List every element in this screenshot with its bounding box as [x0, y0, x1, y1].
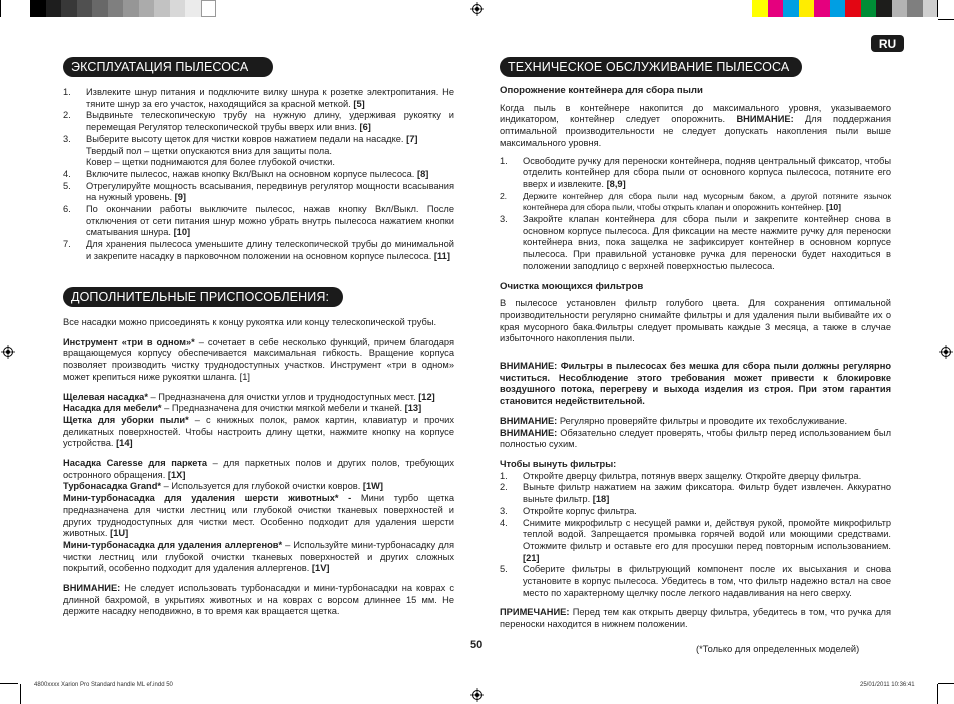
heading-remove-filters: Чтобы вынуть фильтры: — [500, 458, 617, 469]
color-swatch — [123, 0, 139, 17]
color-swatch — [108, 0, 124, 17]
list-item: 6. По окончании работы выключите пылесос, нажав кнопку Вкл/Выкл. После отключения от сети питания шнур можно убрать внутрь пылесоса нажатием кнопки сматывания шнура. [10] — [63, 204, 454, 238]
color-swatch — [92, 0, 108, 17]
color-swatch — [892, 0, 908, 17]
crop-mark — [938, 683, 954, 684]
crop-mark — [938, 19, 954, 20]
crop-mark — [0, 0, 1, 17]
color-swatch — [783, 0, 799, 17]
turbo-warning: ВНИМАНИЕ: Не следует использовать турбонасадки и мини-турбонасадки на коврах с длинной бахромой, в укрытиях животных и на коврах с ворсом длиннее 15 мм. Не держите насадку неподвижно, в то время как вращается щетка. — [63, 583, 454, 617]
list-item: 4. Включите пылесос, нажав кнопку Вкл/Выкл на основном корпусе пылесоса. [8] — [63, 168, 429, 179]
tool-mini-turbo-allergen: Мини-турбонасадка для удаления аллергенов* – Используйте мини-турбонасадку для чистки лестниц или глубокой очистки тканевых поверхностей и других сложных покрытий, особенно подходит для удаления аллергенов. [1V] — [63, 539, 454, 574]
registration-mark-icon — [470, 688, 484, 702]
crop-mark — [20, 684, 21, 704]
color-swatch — [845, 0, 861, 17]
crop-mark — [937, 0, 938, 17]
color-swatch — [61, 0, 77, 17]
color-swatch — [799, 0, 815, 17]
color-swatch — [923, 0, 939, 17]
accessories-intro: Все насадки можно присоединять к концу рукоятка или концу телескопической трубы. — [63, 317, 437, 327]
tool-furniture: Насадка для мебели* – Предназначена для очистки мягкой мебели и тканей. [13] — [63, 403, 422, 414]
color-swatch — [830, 0, 846, 17]
list-item: 3. Выберите высоту щеток для чистки ковров нажатием педали на насадке. [7] — [63, 133, 418, 144]
color-swatch — [907, 0, 923, 17]
list-item: 2. Держите контейнер для сбора пыли над мусорным баком, а другой потяните язычок контейнера для сбора пыли, чтобы открыть клапан и опорожнить контейнер. [10] — [500, 190, 891, 213]
list-item: 1. Извлеките шнур питания и подключите вилку шнура к розетке электропитания. Не тяните шнур за его участок, находящийся за красной меткой. [5] — [63, 87, 454, 109]
tool-3in1: Инструмент «три в одном»* – сочетает в себе несколько функций, причем благодаря вращающемуся корпусу обеспечивается максимальная гибкость. Вращение корпуса позволяет производить чистку труднодоступных участков. Инструмент «три в одном» может крепиться ниже рукоятки шланга. [1] — [63, 336, 455, 382]
registration-mark-icon — [939, 345, 953, 359]
color-swatch — [139, 0, 155, 17]
heading-empty-container: Опорожнение контейнера для сбора пыли — [500, 85, 703, 96]
list-subitem: Ковер – щетки поднимаются для более глубокой очистки. — [86, 157, 335, 168]
list-item: 2. Выдвиньте телескопическую трубу на нужную длину, удерживая рукоятку и перемещая Регулятор телескопической трубы вверх или вниз. [6] — [63, 110, 454, 133]
color-swatch — [185, 0, 201, 17]
empty-intro: Когда пыль в контейнере накопится до максимального уровня, указываемого индикатором, контейнер следует опорожнить. ВНИМАНИЕ: Для поддержания оптимальной производительности не следует допускать накопления пыли выше максимального уровня. — [500, 102, 891, 148]
filters-note-1: ВНИМАНИЕ: Регулярно проверяйте фильтры и проводите их техобслуживание. — [500, 415, 848, 426]
color-swatch — [77, 0, 93, 17]
file-info: 4800xxxx Xarion Pro Standard handle ML ef.indd 50 — [34, 682, 173, 688]
tool-mini-turbo-pet: Мини-турбонасадка для удаления шерсти животных* - Мини турбо щетка предназначена для чистки лестниц или глубокой очистки тканевых поверхностей и других труднодоступных для чистки мест. Особенно подходит для удаления шерсти животных. [1U] — [63, 493, 454, 539]
filters-note-2: ВНИМАНИЕ: Обязательно следует проверять, чтобы фильтр перед использованием был полностью сухим. — [500, 427, 891, 450]
color-swatch — [768, 0, 784, 17]
list-item: 3. Закройте клапан контейнера для сбора пыли и закрепите контейнер снова в основном корпусе пылесоса. Для фиксации на месте нажмите ручку для переноски контейнера вниз, пока защелка не зафиксирует контейнер в основном корпусе пылесоса. При правильной установке ручка для переноски будет находиться в положении заподлицо с верхней поверхностью пылесоса. — [500, 214, 891, 271]
remove-steps — [500, 471, 891, 600]
list-item: 7. Для хранения пылесоса уменьшите длину телескопической трубы до минимальной и закрепите насадку в парковочном положении на основном корпусе пылесоса. [11] — [63, 239, 454, 261]
empty-steps — [500, 156, 891, 273]
tool-dust-brush: Щетка для уборки пыли* – с книжных полок, рамок картин, клавиатур и прочих деликатных поверхностей. Чтобы настроить длину щетки, нажмите кнопку на корпусе устройства. [14] — [63, 414, 454, 449]
filters-warning: ВНИМАНИЕ: Фильтры в пылесосах без мешка для сбора пыли должны регулярно чиститься. Несоблюдение этого требования может привести к блокировке воздушного потока, перегреву и выхода изделия из строя. При этом гарантия становится недействительной. — [500, 361, 891, 407]
list-item: 3. Откройте корпус фильтра. — [500, 505, 637, 516]
color-swatch — [876, 0, 892, 17]
list-item: 1. Откройте дверцу фильтра, потянув вверх защелку. Откройте дверцу фильтра. — [500, 470, 862, 481]
section-title-operation: ЭКСПЛУАТАЦИЯ ПЫЛЕСОСА — [63, 57, 273, 77]
filters-remark: ПРИМЕЧАНИЕ: Перед тем как открыть дверцу фильтра, убедитесь в том, что ручка для переноски находится в нижнем положении. — [500, 607, 891, 630]
crop-mark — [0, 683, 18, 684]
heading-filters: Очистка моющихся фильтров — [500, 280, 644, 292]
registration-mark-icon — [470, 2, 484, 16]
list-item: 2. Выньте фильтр нажатием на зажим фиксатора. Фильтр будет извлечен. Аккуратно выньте фильтр. [18] — [500, 482, 891, 505]
color-swatch — [752, 0, 768, 17]
left-column-accessories — [63, 317, 454, 618]
tool-turbo: Турбонасадка Grand* – Используется для глубокой очистки ковров. [1W] — [63, 481, 384, 492]
operation-steps — [63, 87, 454, 263]
registration-mark-icon — [1, 345, 15, 359]
timestamp: 25/01/2011 10:36:41 — [860, 682, 915, 688]
color-swatch — [861, 0, 877, 17]
color-swatch — [170, 0, 186, 17]
color-swatch — [201, 0, 217, 17]
list-item: 5. Соберите фильтры в фильтрующий компонент после их высыхания и снова установите в корпус пылесоса. Убедитесь в том, что фильтр надежно встал на свое место по характерному щелчку после легкого надавливания на него сверху. — [500, 564, 891, 598]
crop-mark — [937, 684, 938, 704]
filters-intro: В пылесосе установлен фильтр голубого цвета. Для сохранения оптимальной производительности регулярно снимайте фильтры и для удаления пыли выбивайте их о края мусорного бака.Фильтры следует промывать каждые 3 месяца, а также в случае избыточного накопления пыли. — [500, 298, 891, 344]
page-number: 50 — [470, 639, 483, 651]
list-subitem: Твердый пол – щетки опускаются вниз для защиты пола. — [86, 145, 332, 156]
list-item: 1. Освободите ручку для переноски контейнера, подняв центральный фиксатор, чтобы отделить контейнер для сбора пыли от основного корпуса пылесоса, потяните его вверх и извлеките. [8,9] — [500, 155, 891, 189]
right-column-maintenance — [500, 85, 891, 631]
language-badge: RU — [871, 35, 904, 52]
section-title-maintenance: ТЕХНИЧЕСКОЕ ОБСЛУЖИВАНИЕ ПЫЛЕСОСА — [500, 57, 802, 77]
list-item: 4. Снимите микрофильтр с несущей рамки и, действуя рукой, промойте микрофильтр теплой водой. Запрещается промывка горячей водой или моющими средствами. Отожмите фильтр и оставьте его для просушки перед повторным использованием. [21] — [500, 517, 891, 563]
color-swatch — [814, 0, 830, 17]
color-swatch — [154, 0, 170, 17]
section-title-accessories: ДОПОЛНИТЕЛЬНЫЕ ПРИСПОСОБЛЕНИЯ: — [63, 287, 343, 307]
tool-crevice: Щелевая насадка* – Предназначена для очистки углов и труднодоступных мест. [12] — [63, 391, 435, 402]
list-item: 5. Отрегулируйте мощность всасывания, передвинув регулятор мощности всасывания на нужный уровень. [9] — [63, 180, 454, 203]
color-swatch — [30, 0, 46, 17]
tool-caresse: Насадка Caresse для паркета – для паркетных полов и других полов, требующих остронного обращения. [1X] — [63, 458, 454, 480]
models-footnote: (*Только для определенных моделей) — [696, 644, 860, 654]
left-column-operation — [63, 87, 454, 263]
color-swatch — [46, 0, 62, 17]
